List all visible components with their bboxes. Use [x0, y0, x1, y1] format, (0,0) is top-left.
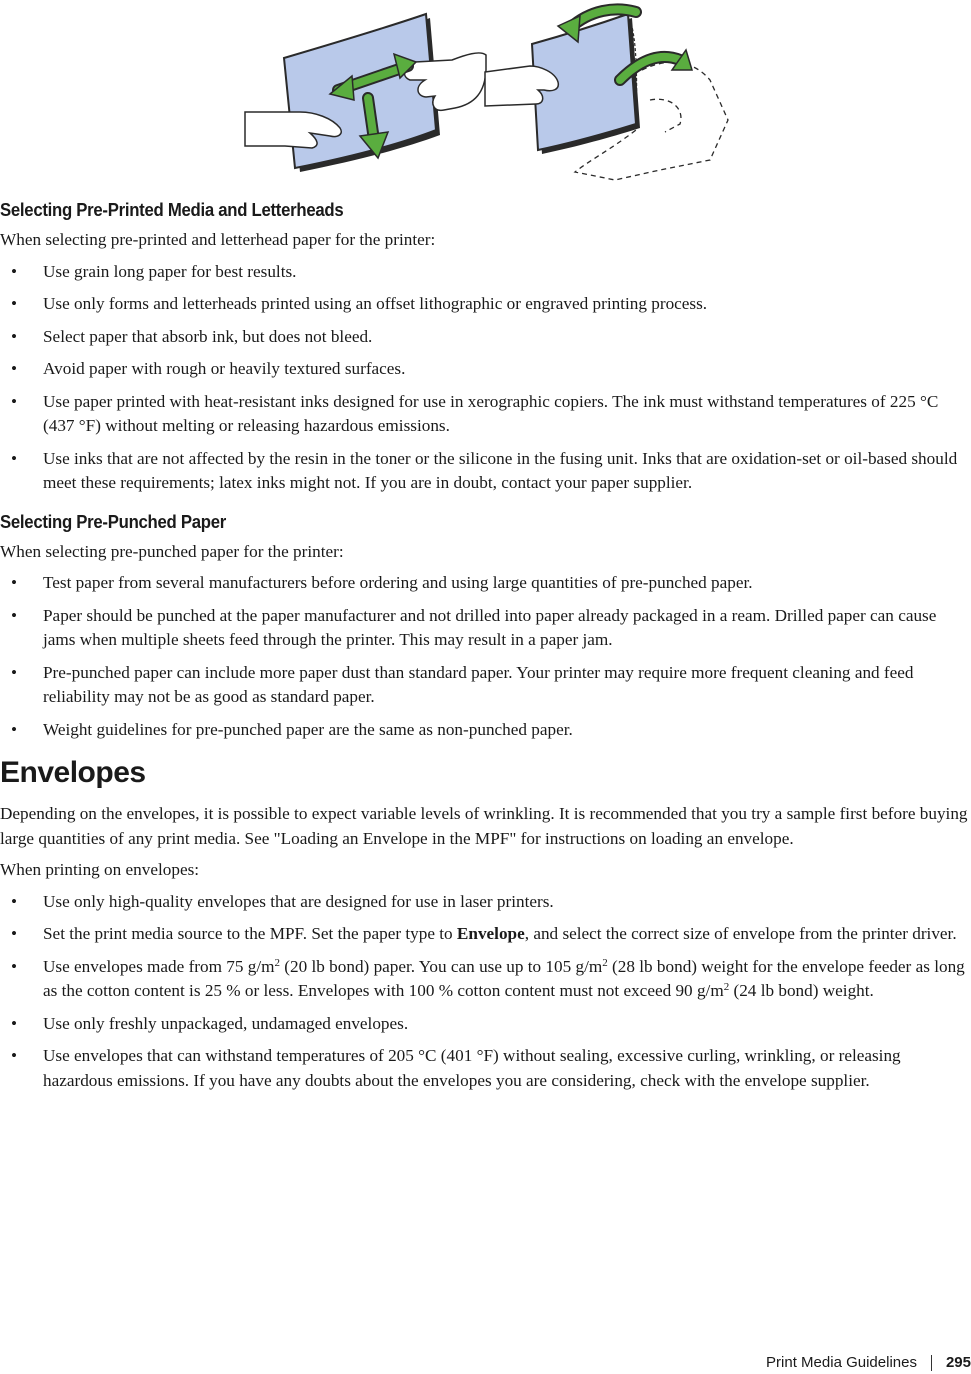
envelopes-intro: Depending on the envelopes, it is possible to expect variable levels of wrinkling. It is recommended that you try a sample first before buying large quantities of any print media. See "Loading an Envelope in the MPF" for instructions on loading an envelope.	[0, 804, 968, 848]
page-number: 295	[945, 1354, 971, 1371]
list-item: • Use grain long paper for best results.	[0, 260, 968, 285]
list-item: • Test paper from several manufacturers before ordering and using large quantities of pre-punched paper.	[0, 571, 968, 596]
bullet-list-envelopes	[0, 890, 968, 1094]
paper-flexing-illustration	[240, 0, 730, 190]
superscript: 2	[602, 956, 608, 969]
list-item	[0, 922, 968, 947]
list-item: • Paper should be punched at the paper manufacturer and not drilled into paper already packaged in a ream. Drilled paper can cause jams when multiple sheets feed through the printer. This may result in a paper jam.	[0, 604, 968, 653]
text-run: (20 lb bond) paper. You can use up to 105 g/m	[280, 956, 603, 976]
page-content	[0, 198, 968, 1107]
bullet-list-pre-punched	[0, 571, 968, 742]
list-item: • Use only freshly unpackaged, undamaged envelopes.	[0, 1012, 968, 1037]
section-heading-pre-printed: Selecting Pre-Printed Media and Letterheads	[0, 200, 344, 220]
text-run: (24 lb bond) weight.	[729, 981, 874, 1000]
superscript: 2	[723, 981, 730, 993]
section-intro-pre-printed: When selecting pre-printed and letterhead paper for the printer:	[0, 230, 436, 249]
text-run: , and select the correct size of envelope from the printer driver.	[524, 924, 957, 943]
section-intro-pre-punched: When selecting pre-punched paper for the printer:	[0, 541, 344, 561]
list-item: • Use inks that are not affected by the resin in the toner or the silicone in the fusing unit. Inks that are oxidation-set or oil-based should meet these requirements; latex inks might not. If you are in doubt, contact your paper supplier.	[0, 447, 968, 496]
list-item: • Pre-punched paper can include more paper dust than standard paper. Your printer may require more frequent cleaning and feed reliability may not be as good as standard paper.	[0, 661, 968, 710]
list-item: • Use only forms and letterheads printed using an offset lithographic or engraved printing process.	[0, 292, 968, 317]
section-heading-pre-punched: Selecting Pre-Punched Paper	[0, 511, 226, 532]
list-item: • Select paper that absorb ink, but does not bleed.	[0, 325, 968, 350]
list-item: • Use envelopes that can withstand temperatures of 205 °C (401 °F) without sealing, excessive curling, wrinkling, or releasing hazardous emissions. If you have any doubts about the envelopes you are considering, check with the envelope supplier.	[0, 1044, 968, 1093]
page-footer	[766, 1354, 971, 1371]
text-run: Set the print media source to the MPF. Set the paper type to	[43, 924, 457, 943]
footer-divider	[931, 1355, 932, 1371]
text-run: (28 lb bond) weight for the envelope feeder as long as the cotton content is 25 % or less. Envelopes with 100 % cotton content must not exceed 90 g/m	[43, 956, 965, 1000]
list-item: • Weight guidelines for pre-punched paper are the same as non-punched paper.	[0, 718, 968, 743]
bullet-list-pre-printed	[0, 260, 968, 496]
envelopes-lead: When printing on envelopes:	[0, 860, 200, 879]
envelope-term: Envelope	[456, 924, 525, 943]
list-item: • Avoid paper with rough or heavily textured surfaces.	[0, 357, 968, 382]
list-item	[0, 955, 968, 1004]
section-heading-envelopes: Envelopes	[0, 756, 146, 789]
list-item: • Use only high-quality envelopes that are designed for use in laser printers.	[0, 890, 968, 915]
superscript: 2	[274, 956, 280, 969]
list-item: • Use paper printed with heat-resistant inks designed for use in xerographic copiers. The ink must withstand temperatures of 225 °C (437 °F) without melting or releasing hazardous emissions.	[0, 390, 968, 439]
text-run: Use envelopes made from 75 g/m	[43, 956, 275, 976]
footer-title: Print Media Guidelines	[766, 1354, 917, 1371]
